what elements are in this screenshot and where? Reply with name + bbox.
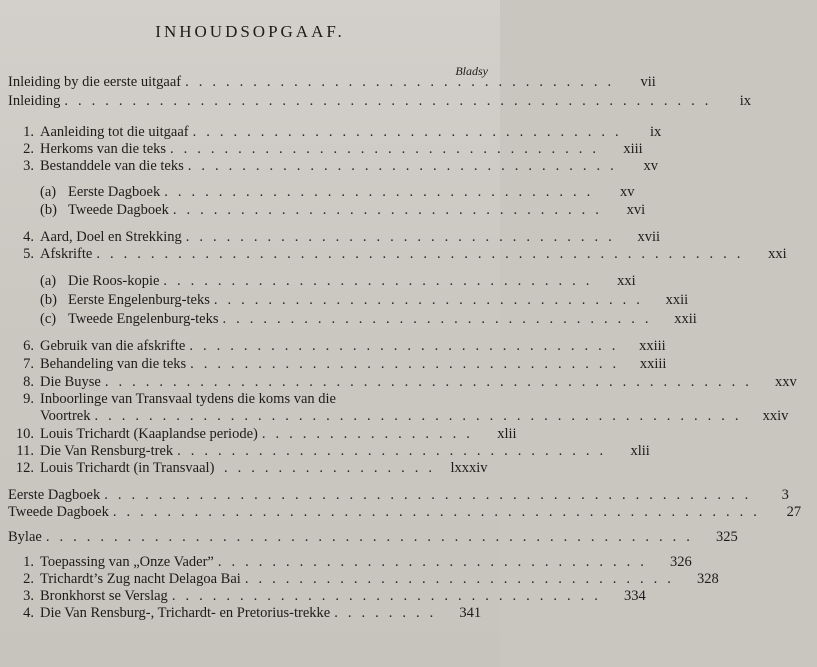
toc-entry-page: 326 — [669, 554, 692, 570]
toc-entry-number: 10. — [15, 426, 34, 442]
toc-leader-dots: ................................................ — [45, 529, 700, 545]
toc-entry-text: Tweede Dagboek — [68, 202, 169, 218]
toc-entry — [8, 337, 666, 355]
toc-entry-page: xiii — [623, 141, 643, 157]
toc-entry-page: xxii — [674, 311, 697, 327]
toc-entry-page: xxiii — [639, 356, 667, 372]
toc-entry-text: Aanleiding tot die uitgaaf — [40, 124, 189, 140]
toc-entry-page: vii — [640, 74, 656, 90]
toc-entry-text: Die Van Rensburg-, Trichardt- en Pretorius-trekke — [40, 605, 331, 621]
toc-entry-text: Die Van Rensburg-trek — [40, 443, 174, 459]
toc-entry — [8, 140, 643, 158]
toc-entry-text: Behandeling van die teks — [40, 356, 187, 372]
toc-entry-first-diary — [8, 486, 789, 504]
page-title: INHOUDSOPGAAF. — [155, 22, 345, 41]
toc-entry-number: (b) — [40, 292, 57, 308]
toc-entry-text: Louis Trichardt (in Transvaal) — [40, 460, 215, 476]
toc-leader-dots: ................................ — [190, 356, 627, 372]
toc-leader-dots: ................................ — [192, 124, 629, 140]
toc-entry-text: Afskrifte — [40, 246, 93, 262]
toc-entry-page: 341 — [459, 605, 482, 621]
toc-entry-text: Louis Trichardt (Kaaplandse periode) — [40, 426, 258, 442]
toc-leader-dots: ................................ — [189, 338, 626, 354]
toc-leader-dots: ................................ — [187, 158, 624, 174]
toc-entry-page: 328 — [696, 571, 719, 587]
toc-entry-number: 4. — [23, 229, 34, 245]
toc-entry-page: 334 — [623, 588, 646, 604]
toc-entry-text: Herkoms van die teks — [40, 141, 167, 157]
toc-entry-number: 12. — [15, 460, 34, 476]
toc-entry-preface — [8, 73, 656, 91]
toc-leader-dots: ................................ — [185, 229, 622, 245]
page-column-header: Bladsy — [455, 64, 488, 78]
toc-entry-text: Eerste Engelenburg-teks — [68, 292, 210, 308]
toc-entry-page: xlii — [497, 426, 517, 442]
toc-entry-number: 1. — [23, 124, 34, 140]
toc-entry — [8, 553, 692, 571]
toc-entry-text: Tweede Dagboek — [8, 504, 109, 520]
toc-entry-appendices — [8, 528, 738, 546]
toc-entry-page: xvi — [626, 202, 646, 218]
toc-leader-dots: ................................ — [177, 443, 614, 459]
toc-leader-dots: ................ — [224, 460, 442, 476]
toc-entry-text: Tweede Engelenburg-teks — [68, 311, 219, 327]
toc-entry-number: 7. — [23, 356, 34, 372]
toc-entry-number: 5. — [23, 246, 34, 262]
toc-entry-number: 8. — [23, 374, 34, 390]
toc-leader-dots: ................................ — [171, 588, 608, 604]
toc-subentry — [40, 201, 646, 219]
toc-entry — [8, 442, 650, 460]
toc-entry-text: Inboorlinge van Transvaal tydens die koms van die — [40, 391, 336, 407]
toc-entry-continuation — [40, 407, 789, 425]
toc-entry-number: (a) — [40, 184, 57, 200]
toc-entry-number: 11. — [16, 443, 34, 459]
toc-leader-dots: ................................ — [222, 311, 659, 327]
toc-entry-number: 6. — [23, 338, 34, 354]
toc-entry-page: xxii — [665, 292, 689, 308]
toc-entry — [8, 373, 797, 391]
toc-subentry — [40, 310, 697, 328]
toc-entry-text: Die Roos-kopie — [68, 273, 160, 289]
toc-entry-page: 325 — [715, 529, 738, 545]
toc-entry — [8, 425, 517, 443]
toc-entry-text: Bestanddele van die teks — [40, 158, 184, 174]
toc-subentry — [40, 272, 636, 290]
toc-leader-dots: ........ — [334, 605, 444, 621]
toc-entry — [8, 390, 492, 408]
toc-entry-page: xv — [643, 158, 658, 174]
toc-entry-number: (a) — [40, 273, 57, 289]
toc-entry-number: 2. — [23, 571, 34, 587]
toc-entry-page: 3 — [781, 487, 789, 503]
toc-leader-dots: ................................ — [172, 202, 609, 218]
toc-entry-page: xv — [619, 184, 635, 200]
toc-entry-text: Voortrek — [40, 408, 91, 424]
toc-entry — [8, 570, 719, 588]
toc-leader-dots: ................................ — [217, 554, 654, 570]
toc-entry-number: (b) — [40, 202, 57, 218]
toc-entry-number: (c) — [40, 311, 57, 327]
toc-entry-text: Gebruik van die afskrifte — [40, 338, 186, 354]
toc-entry-text: Bylae — [8, 529, 42, 545]
toc-entry-text: Bronkhorst se Verslag — [40, 588, 168, 604]
toc-entry-text: Inleiding by die eerste uitgaaf — [8, 74, 182, 90]
toc-entry-page: 27 — [786, 504, 802, 520]
toc-leader-dots: ................ — [261, 426, 480, 442]
toc-entry — [8, 587, 646, 605]
toc-entry-number: 2. — [23, 141, 34, 157]
toc-entry-page: ix — [739, 93, 751, 109]
toc-entry-second-diary — [8, 503, 802, 521]
toc-entry-page: xxi — [768, 246, 787, 262]
toc-entry-page: xxv — [774, 374, 797, 390]
toc-entry-number: 1. — [23, 554, 34, 570]
toc-leader-dots: ................................ — [244, 571, 681, 587]
toc-entry-page: ix — [649, 124, 662, 140]
toc-entry-page: xlii — [630, 443, 650, 459]
toc-leader-dots: ................................ — [163, 273, 600, 289]
toc-entry-text: Aard, Doel en Strekking — [40, 229, 182, 245]
toc-leader-dots: ................................................ — [112, 504, 767, 520]
toc-leader-dots: ................................................ — [104, 487, 759, 503]
toc-subentry — [40, 291, 689, 309]
toc-leader-dots: ................................................ — [64, 93, 719, 109]
toc-subentry — [40, 183, 635, 201]
toc-entry-number: 3. — [23, 158, 34, 174]
toc-entry-page: xxiv — [762, 408, 789, 424]
toc-entry-number: 4. — [23, 605, 34, 621]
toc-entry-text: Trichardt’s Zug nacht Delagoa Bai — [40, 571, 241, 587]
toc-entry — [8, 245, 787, 263]
toc-entry — [8, 459, 492, 477]
toc-leader-dots: ................................ — [213, 292, 650, 308]
toc-entry-text: Toepassing van „Onze Vader” — [40, 554, 214, 570]
toc-entry-page: xxi — [617, 273, 636, 289]
toc-leader-dots: ................................ — [170, 141, 607, 157]
toc-entry-page: xxiii — [639, 338, 666, 354]
toc-leader-dots: ................................................ — [104, 374, 759, 390]
toc-entry-page: xvii — [637, 229, 661, 245]
toc-leader-dots: ................................................ — [94, 408, 749, 424]
toc-entry — [8, 157, 658, 175]
toc-entry-text: Eerste Dagboek — [68, 184, 161, 200]
toc-entry — [8, 123, 662, 141]
toc-leader-dots: ................................................ — [96, 246, 751, 262]
toc-entry-number: 3. — [23, 588, 34, 604]
toc-entry — [8, 604, 492, 622]
toc-leader-dots: ................................ — [164, 184, 601, 200]
toc-entry-text: Inleiding — [8, 93, 61, 109]
toc-entry-text: Eerste Dagboek — [8, 487, 101, 503]
toc-entry-number: 9. — [23, 391, 34, 407]
toc-entry-introduction — [8, 92, 751, 110]
toc-entry — [8, 228, 661, 246]
toc-entry-text: Die Buyse — [40, 374, 101, 390]
toc-leader-dots: ................................ — [185, 74, 622, 90]
toc-entry-page: lxxxiv — [450, 460, 488, 476]
toc-entry — [8, 355, 667, 373]
